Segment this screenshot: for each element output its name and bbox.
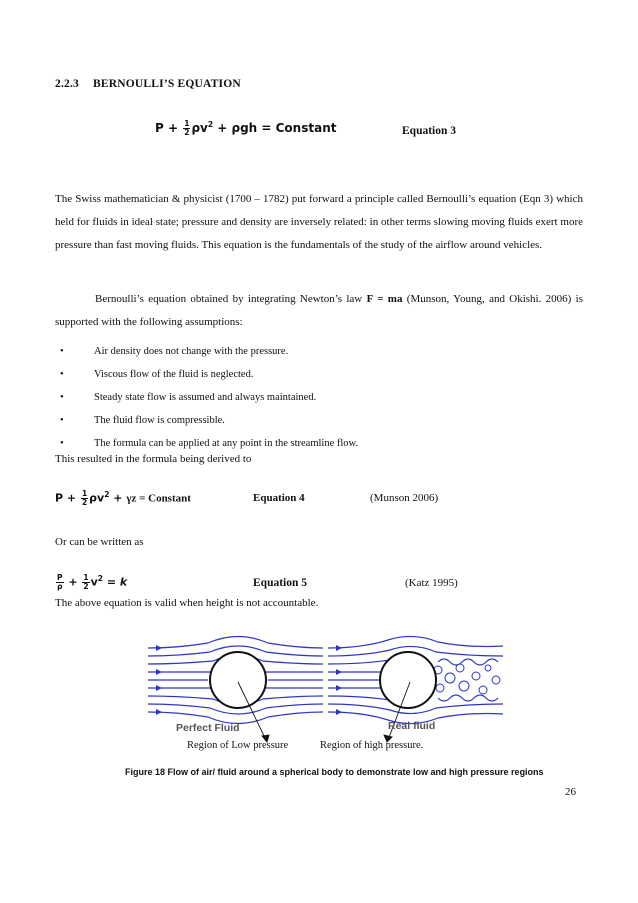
eq4-body: ρv [89, 491, 105, 505]
eq5-rest: = k [103, 575, 128, 589]
equation-5-label: Equation 5 [253, 577, 308, 589]
derived-text: This resulted in the formula being derived to [55, 453, 252, 465]
region-low-label: Region of Low pressure [187, 740, 289, 751]
eq5-frac1-num: P [57, 573, 63, 583]
list-item [60, 340, 358, 363]
list-item [60, 386, 358, 409]
flow-figure [138, 628, 508, 758]
para2-before: Bernoulli’s equation obtained by integrating Newton’s law [95, 293, 367, 305]
newton-law: F = ma [366, 293, 403, 305]
page-number: 26 [565, 786, 576, 798]
validity-text: The above equation is valid when height is not accountable. [55, 597, 319, 609]
eq5-fraction-2 [82, 574, 89, 591]
eq3-frac-den: 2 [184, 128, 190, 137]
real-fluid-label: Real fluid [388, 720, 436, 732]
list-item [60, 409, 358, 432]
eq3-fraction [183, 120, 190, 137]
eq3-rest: + ρgh = Constant [213, 121, 337, 135]
eq5-power: 2 [97, 574, 103, 583]
eq3-power: 2 [207, 120, 214, 129]
eq3-frac-num: 1 [184, 119, 190, 128]
eq5-frac2-num: 1 [83, 573, 89, 583]
eq4-gz: γz = Constant [126, 492, 191, 505]
eq5-fraction-1 [56, 574, 64, 591]
eq5-frac2-den: 2 [83, 582, 89, 592]
equation-4-label: Equation 4 [253, 492, 305, 504]
section-number: 2.2.3 [55, 78, 79, 90]
eq5-frac1-den: ρ [57, 582, 63, 592]
bullet-icon: • [60, 415, 64, 426]
section-title: BERNOULLI’S EQUATION [93, 78, 241, 90]
equation-5-ref: (Katz 1995) [405, 577, 458, 589]
bullet-icon: • [60, 369, 64, 380]
equation-3 [155, 120, 336, 137]
list-item-text: Steady state flow is assumed and always maintained. [94, 392, 317, 403]
list-item [60, 363, 358, 386]
list-item [60, 432, 358, 455]
eq5-plus: + [64, 575, 82, 589]
sphere-real [380, 652, 436, 708]
equation-3-label: Equation 3 [402, 125, 457, 137]
list-item-text: The fluid flow is compressible. [94, 415, 225, 426]
eq4-frac-num: 1 [81, 489, 88, 499]
figure-caption: Figure 18 Flow of air/ fluid around a spherical body to demonstrate low and high pressure regions [125, 767, 544, 777]
alt-text: Or can be written as [55, 536, 144, 548]
paragraph-intro: The Swiss mathematician & physicist (1700 – 1782) put forward a principle called Bernoulli’s equation (Eqn 3) which held for fluids in ideal state; pressure and density are inversely related: in other terms slowing moving fluids exert more pressure than fast moving fluids. This equation is the fundamentals of the study of the airflow around vehicles. [55, 193, 583, 251]
eq3-lhs: P + [155, 121, 183, 135]
eq5-body: v [90, 575, 98, 589]
para2-after: (Munson, Young, and Okishi. 2006) is supported with the following assumptions: [55, 293, 584, 328]
list-item-text: The formula can be applied at any point in the streamline flow. [94, 438, 359, 449]
equation-5 [55, 574, 127, 591]
region-high-label: Region of high pressure. [320, 740, 424, 751]
paragraph-assumptions [55, 288, 583, 334]
sphere-perfect [210, 652, 266, 708]
eq4-frac-den: 2 [81, 498, 88, 508]
equation-4 [55, 490, 191, 507]
eq3-body: ρv [191, 121, 208, 135]
eq4-plus: + [109, 491, 127, 505]
eq4-fraction [81, 490, 88, 507]
bullet-icon: • [60, 392, 64, 403]
wake-eddies [434, 664, 500, 694]
list-item-text: Viscous flow of the fluid is neglected. [94, 369, 254, 380]
eq4-power: 2 [104, 490, 110, 499]
list-item-text: Air density does not change with the pressure. [94, 346, 289, 357]
bullet-icon: • [60, 346, 64, 357]
assumption-list [60, 340, 358, 455]
section-heading [55, 78, 241, 90]
bullet-icon: • [60, 438, 64, 449]
perfect-fluid-label: Perfect Fluid [176, 722, 240, 734]
equation-4-ref: (Munson 2006) [370, 492, 439, 504]
eq4-lhs: P + [55, 491, 80, 505]
